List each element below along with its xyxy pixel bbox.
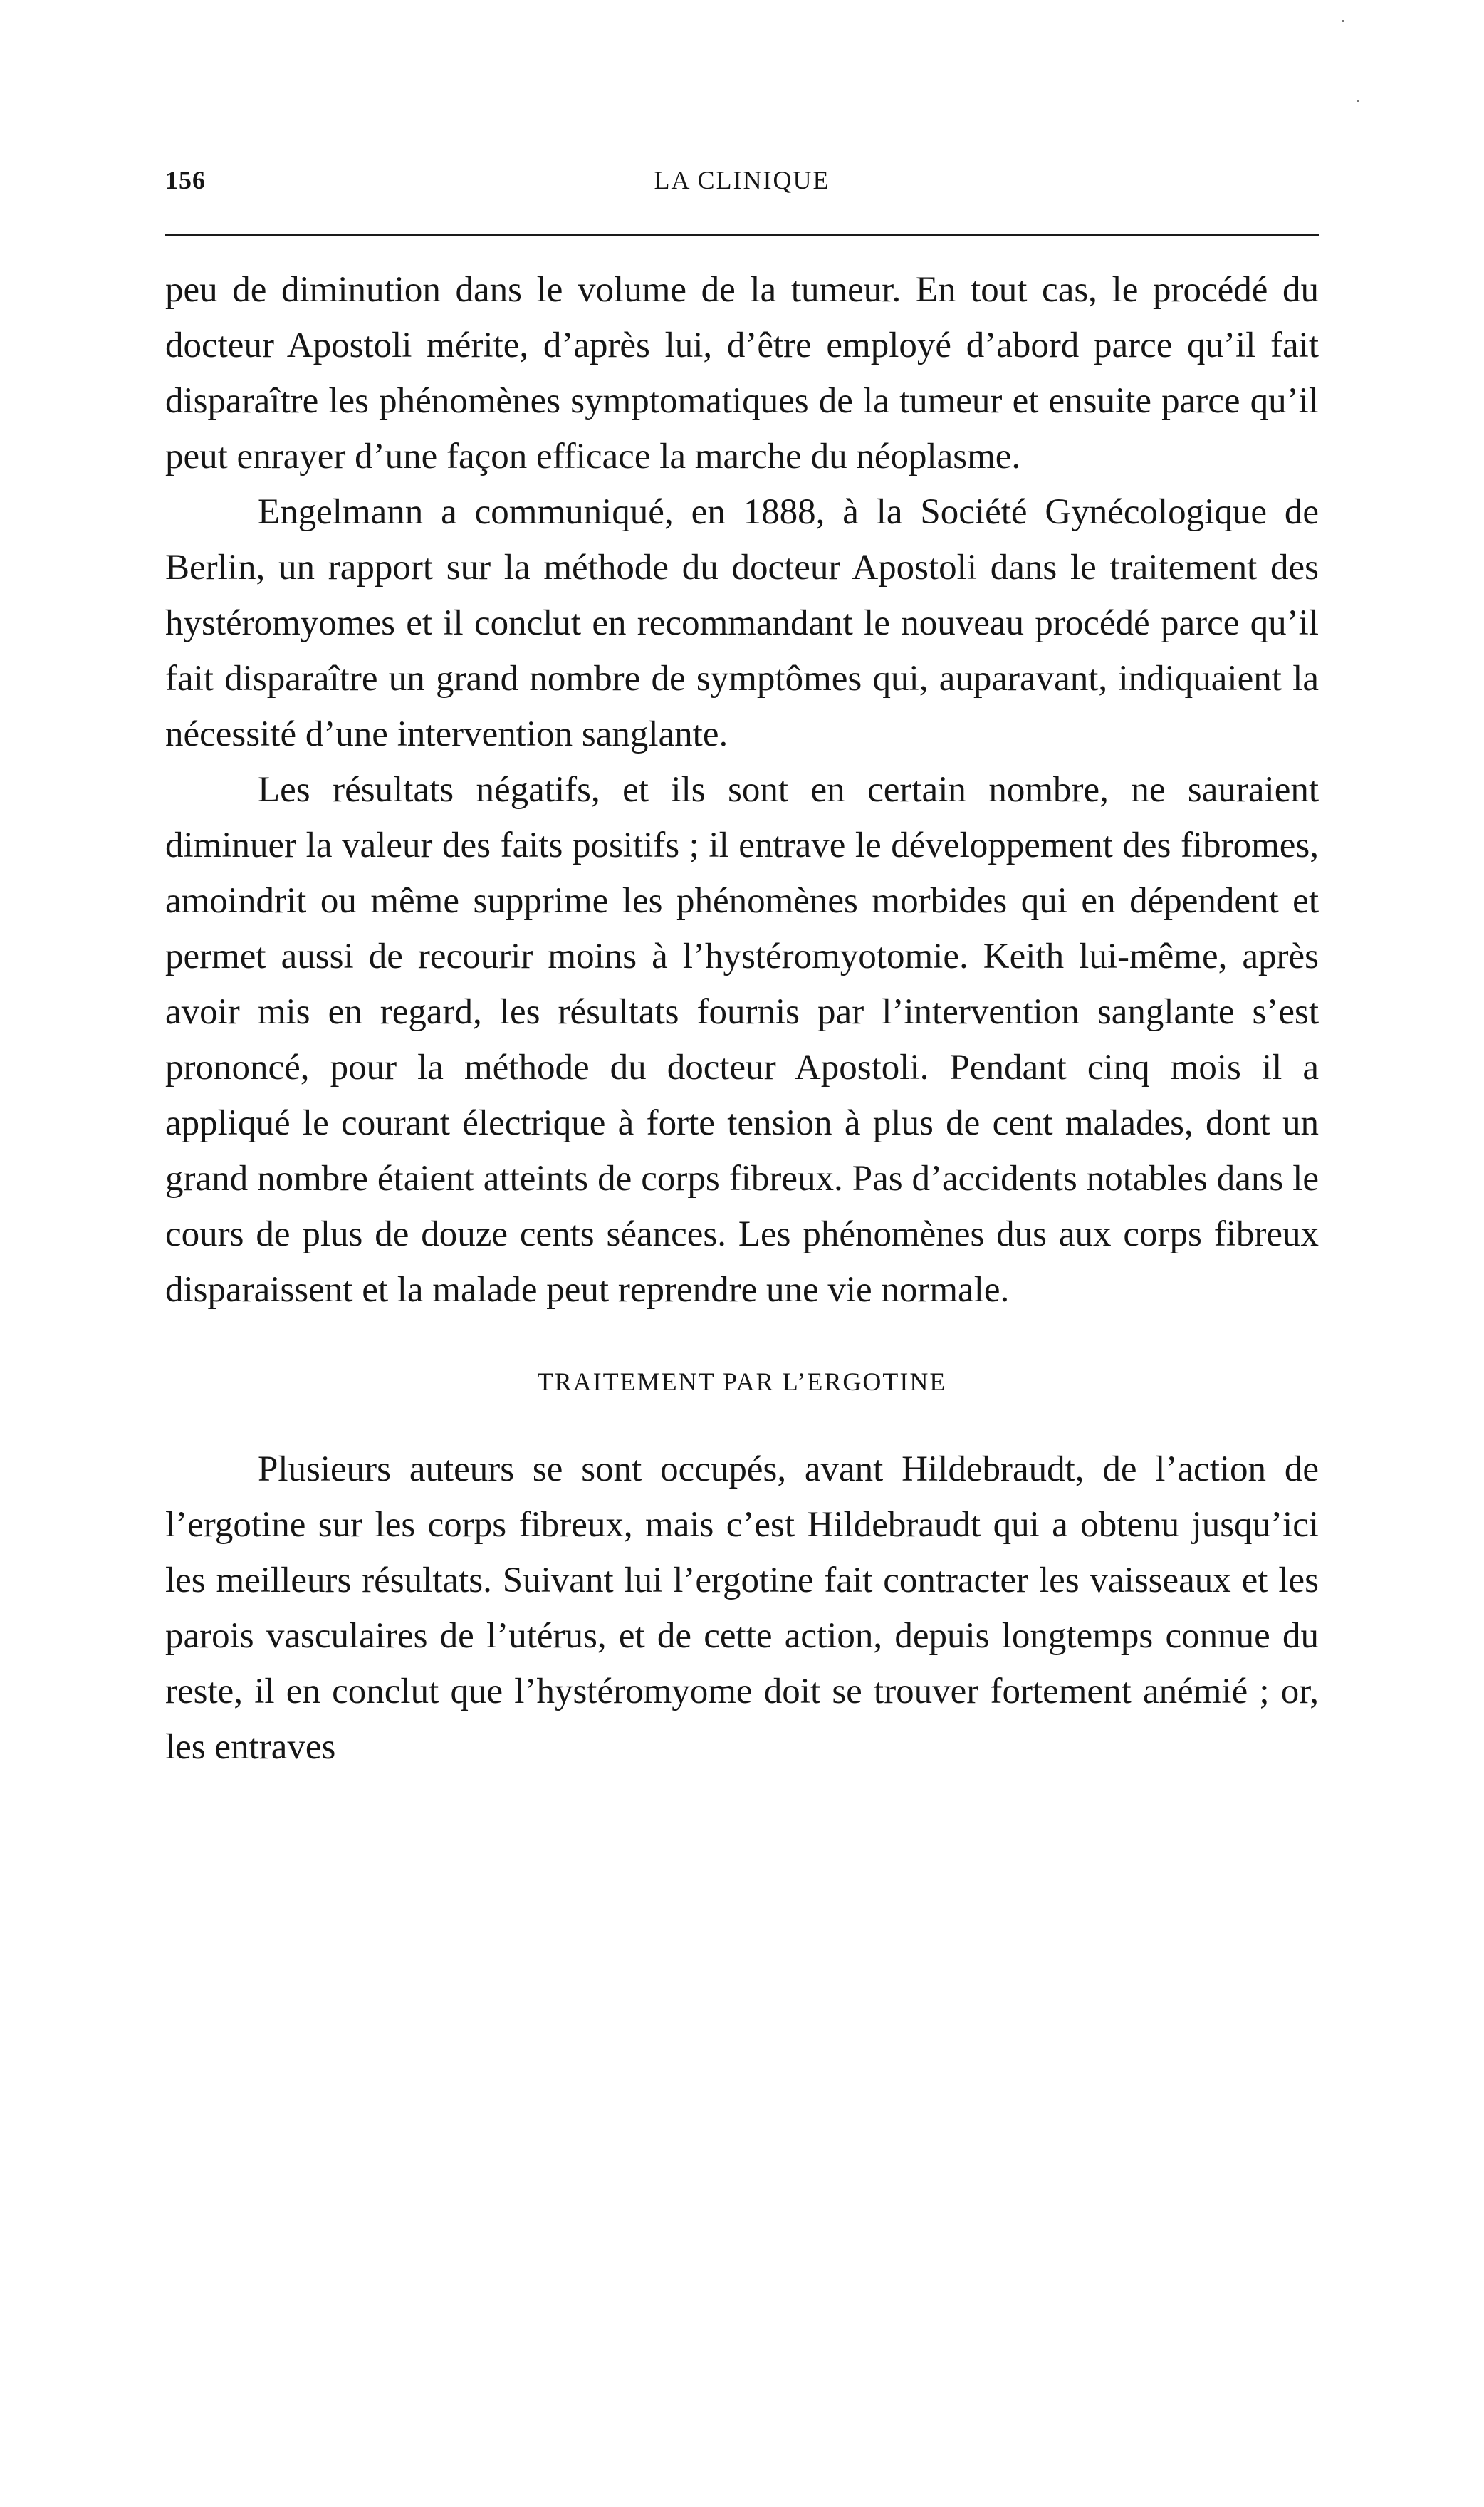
running-title: LA CLINIQUE bbox=[654, 166, 830, 194]
scan-speck bbox=[1342, 20, 1344, 22]
paragraph-2: Engelmann a communiqué, en 1888, à la Société Gynécologique de Berlin, un rapport sur la méthode du docteur Apostoli dans le traitement des hystéromyomes et il conclut en recommandant le nouveau procédé parce qu’il fait disparaître un grand nombre de symptômes qui, auparavant, indiquaient la nécessité d’une intervention sanglante. bbox=[165, 492, 1319, 754]
scan-speck bbox=[1357, 100, 1359, 102]
body-text bbox=[165, 262, 1319, 1775]
page-header bbox=[165, 165, 1319, 208]
header-rule bbox=[165, 234, 1319, 236]
paragraph-3: Les résultats négatifs, et ils sont en certain nombre, ne sauraient diminuer la valeur des faits positifs ; il entrave le développement des fibromes, amoindrit ou même supprime les phénomènes morbides qui en dépendent et permet aussi de recourir moins à l’hystéromyotomie. Keith lui-même, après avoir mis en regard, les résultats fournis par l’intervention sanglante s’est prononcé, pour la méthode du docteur Apostoli. Pendant cinq mois il a appliqué le courant électrique à forte tension à plus de cent malades, dont un grand nombre étaient atteints de corps fibreux. Pas d’accidents notables dans le cours de plus de douze cents séances. Les phénomènes dus aux corps fibreux disparaissent et la malade peut reprendre une vie normale. bbox=[165, 770, 1319, 1310]
section-heading: TRAITEMENT PAR L’ERGOTINE bbox=[537, 1367, 947, 1396]
page-number: 156 bbox=[165, 166, 206, 194]
section-paragraph-1: Plusieurs auteurs se sont occupés, avant Hildebraudt, de l’action de l’ergotine sur les corps fibreux, mais c’est Hildebraudt qui a obtenu jusqu’ici les meilleurs résultats. Suivant lui l’ergotine fait contracter les vaisseaux et les parois vasculaires de l’utérus, et de cette action, depuis longtemps connue du reste, il en conclut que l’hystéromyome doit se trouver fortement anémié ; or, les entraves bbox=[165, 1449, 1319, 1767]
paragraph-1: peu de diminution dans le volume de la tumeur. En tout cas, le procédé du docteur Apostoli mérite, d’après lui, d’être employé d’abord parce qu’il fait disparaître les phénomènes symptomatiques de la tumeur et ensuite parce qu’il peut enrayer d’une façon efficace la marche du néoplasme. bbox=[165, 270, 1319, 476]
